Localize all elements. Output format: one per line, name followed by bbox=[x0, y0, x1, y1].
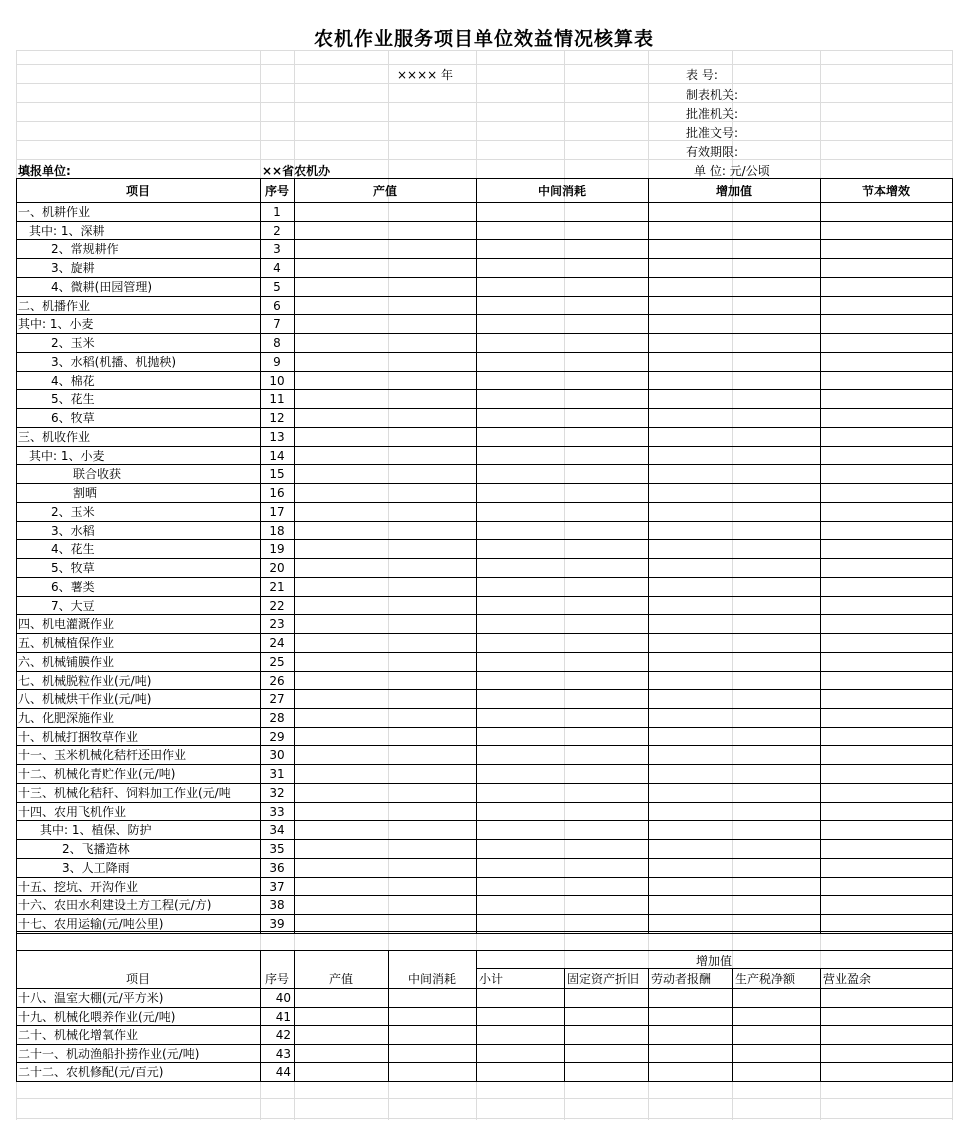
row-number: 28 bbox=[269, 711, 285, 724]
table-border-h bbox=[16, 689, 953, 690]
table-border-h bbox=[16, 239, 953, 240]
table-border-h bbox=[16, 258, 953, 259]
column-header: 小计 bbox=[479, 973, 504, 985]
row-number: 44 bbox=[275, 1066, 291, 1079]
reporter-label: 填报单位: bbox=[18, 164, 71, 178]
row-item-label: 6、薯类 bbox=[51, 580, 95, 593]
row-number: 3 bbox=[273, 243, 281, 256]
table-border-h bbox=[16, 745, 953, 746]
row-number: 41 bbox=[275, 1010, 291, 1023]
row-item-label: 3、旋耕 bbox=[51, 262, 95, 275]
row-number: 43 bbox=[275, 1047, 291, 1060]
row-item-label: 5、花生 bbox=[51, 393, 95, 406]
table-border-h bbox=[16, 314, 953, 315]
row-item-label: 三、机收作业 bbox=[18, 430, 91, 443]
gridline-h bbox=[16, 1098, 952, 1099]
column-header: 增加值 bbox=[715, 185, 752, 197]
row-item-label: 联合收获 bbox=[73, 468, 122, 481]
row-number: 26 bbox=[269, 674, 285, 687]
row-number: 27 bbox=[269, 693, 285, 706]
row-item-label: 十二、机械化青贮作业(元/吨) bbox=[18, 768, 176, 781]
row-number: 35 bbox=[269, 843, 285, 856]
table-border-h bbox=[16, 820, 953, 821]
row-number: 29 bbox=[269, 730, 285, 743]
row-item-label: 八、机械烘干作业(元/吨) bbox=[18, 693, 152, 706]
table-border-h bbox=[16, 221, 953, 222]
table-border-v bbox=[952, 931, 953, 1082]
row-item-label: 十一、玉米机械化秸杆还田作业 bbox=[18, 749, 187, 762]
column-header: 序号 bbox=[264, 973, 289, 985]
row-item-label: 十七、农用运输(元/吨公里) bbox=[18, 918, 164, 931]
row-item-label: 4、花生 bbox=[51, 543, 95, 556]
gridline-h bbox=[16, 159, 952, 160]
table-border-h bbox=[16, 352, 953, 353]
row-item-label: 一、机耕作业 bbox=[18, 206, 91, 218]
row-number: 13 bbox=[269, 430, 285, 443]
table-border-h bbox=[16, 539, 953, 540]
column-header: 固定资产折旧 bbox=[567, 973, 640, 985]
column-header: 产值 bbox=[328, 973, 353, 985]
row-item-label: 七、机械脱粒作业(元/吨) bbox=[18, 674, 152, 687]
column-header: 序号 bbox=[264, 185, 289, 197]
row-number: 31 bbox=[269, 768, 285, 781]
table-border-h bbox=[16, 371, 953, 372]
table-border-h bbox=[16, 596, 953, 597]
row-item-label: 其中: 1、小麦 bbox=[18, 318, 94, 331]
gridline-h bbox=[16, 121, 952, 122]
row-number: 6 bbox=[273, 299, 281, 312]
table-border-v bbox=[388, 950, 389, 1082]
row-number: 14 bbox=[269, 449, 285, 462]
table-border-v bbox=[732, 968, 733, 1082]
row-item-label: 五、机械植保作业 bbox=[18, 637, 115, 650]
table-border-h bbox=[16, 988, 953, 989]
table-border-h bbox=[16, 671, 953, 672]
gridline-h bbox=[16, 102, 952, 103]
row-number: 5 bbox=[273, 280, 281, 293]
table-border-h bbox=[16, 408, 953, 409]
table-border-h bbox=[16, 1025, 953, 1026]
row-item-label: 十五、挖坑、开沟作业 bbox=[18, 880, 139, 893]
table-border-h bbox=[16, 446, 953, 447]
row-number: 33 bbox=[269, 805, 285, 818]
row-item-label: 5、牧草 bbox=[51, 562, 95, 575]
table-border-v bbox=[16, 931, 17, 1082]
row-item-label: 十八、温室大棚(元/平方米) bbox=[18, 992, 164, 1004]
row-number: 15 bbox=[269, 468, 285, 481]
row-number: 8 bbox=[273, 337, 281, 350]
row-item-label: 2、玉米 bbox=[51, 505, 95, 518]
table-border-h bbox=[16, 633, 953, 634]
row-number: 16 bbox=[269, 487, 285, 500]
row-number: 25 bbox=[269, 655, 285, 668]
row-number: 19 bbox=[269, 543, 285, 556]
row-item-label: 九、化肥深施作业 bbox=[18, 711, 115, 724]
column-header: 营业盈余 bbox=[823, 973, 872, 985]
table-border-h bbox=[16, 178, 953, 179]
column-header: 项目 bbox=[125, 973, 150, 985]
table-border-h bbox=[16, 202, 953, 203]
row-item-label: 2、常规耕作 bbox=[51, 243, 119, 256]
table-border-h bbox=[16, 1062, 953, 1063]
approval-no-label: 批准文号: bbox=[686, 126, 739, 140]
made-by-label: 制表机关: bbox=[686, 88, 739, 102]
gridline-h bbox=[16, 64, 952, 65]
row-number: 10 bbox=[269, 374, 285, 387]
row-item-label: 二十、机械化增氧作业 bbox=[18, 1029, 139, 1042]
row-number: 40 bbox=[275, 992, 291, 1004]
table-border-h bbox=[16, 427, 953, 428]
row-item-label: 二十二、农机修配(元/百元) bbox=[18, 1066, 164, 1079]
valid-until-label: 有效期限: bbox=[686, 145, 739, 159]
row-item-label: 2、玉米 bbox=[51, 337, 95, 350]
row-number: 32 bbox=[269, 786, 285, 799]
table-border-h bbox=[16, 333, 953, 334]
table-border-h bbox=[16, 652, 953, 653]
row-item-label: 3、人工降雨 bbox=[62, 861, 130, 874]
row-number: 22 bbox=[269, 599, 285, 612]
row-item-label: 3、水稻 bbox=[51, 524, 95, 537]
row-number: 30 bbox=[269, 749, 285, 762]
row-number: 17 bbox=[269, 505, 285, 518]
row-number: 38 bbox=[269, 899, 285, 912]
table-border-h bbox=[16, 389, 953, 390]
table-border-h bbox=[16, 558, 953, 559]
row-number: 1 bbox=[273, 206, 281, 218]
row-number: 2 bbox=[273, 224, 281, 237]
column-header: 劳动者报酬 bbox=[651, 973, 712, 985]
row-item-label: 四、机电灌溉作业 bbox=[18, 618, 115, 631]
row-item-label: 4、棉花 bbox=[51, 374, 95, 387]
table-border-h bbox=[16, 877, 953, 878]
table-border-h bbox=[16, 1007, 953, 1008]
table-border-v bbox=[648, 968, 649, 1082]
row-number: 37 bbox=[269, 880, 285, 893]
row-item-label: 十九、机械化喂养作业(元/吨) bbox=[18, 1010, 176, 1023]
row-number: 11 bbox=[269, 393, 285, 406]
approved-by-label: 批准机关: bbox=[686, 107, 739, 121]
row-item-label: 其中: 1、植保、防护 bbox=[40, 824, 152, 837]
row-item-label: 2、飞播造林 bbox=[62, 843, 130, 856]
table-border-h bbox=[16, 277, 953, 278]
table-border-h bbox=[16, 858, 953, 859]
row-number: 9 bbox=[273, 355, 281, 368]
row-item-label: 十三、机械化秸秆、饲料加工作业(元/吨 bbox=[18, 786, 231, 799]
table-border-h bbox=[16, 839, 953, 840]
table-border-h bbox=[16, 950, 953, 951]
row-item-label: 二十一、机动渔船扑捞作业(元/吨) bbox=[18, 1047, 200, 1060]
unit-text: 单 位: 元/公顷 bbox=[694, 164, 770, 178]
table-border-h bbox=[16, 521, 953, 522]
row-number: 39 bbox=[269, 918, 285, 931]
row-number: 24 bbox=[269, 637, 285, 650]
table-border-h bbox=[16, 764, 953, 765]
table-border-h bbox=[476, 968, 953, 969]
column-header: 产值 bbox=[372, 185, 397, 197]
column-header: 中间消耗 bbox=[537, 185, 586, 197]
row-item-label: 6、牧草 bbox=[51, 412, 95, 425]
row-number: 12 bbox=[269, 412, 285, 425]
row-item-label: 3、水稻(机播、机抛秧) bbox=[51, 355, 176, 368]
row-number: 42 bbox=[275, 1029, 291, 1042]
table-border-h bbox=[16, 577, 953, 578]
row-number: 4 bbox=[273, 262, 281, 275]
table-border-h bbox=[16, 802, 953, 803]
table-border-h bbox=[16, 931, 953, 932]
gridline-h bbox=[16, 1118, 952, 1119]
column-header: 项目 bbox=[125, 185, 150, 197]
row-item-label: 7、大豆 bbox=[51, 599, 95, 612]
table-border-h bbox=[16, 708, 953, 709]
table-border-v bbox=[564, 968, 565, 1082]
row-number: 36 bbox=[269, 861, 285, 874]
row-number: 20 bbox=[269, 562, 285, 575]
table-border-h bbox=[16, 296, 953, 297]
table-border-h bbox=[16, 783, 953, 784]
row-item-label: 4、微耕(田园管理) bbox=[51, 280, 152, 293]
row-number: 21 bbox=[269, 580, 285, 593]
table-border-v bbox=[260, 950, 261, 1082]
column-header: 生产税净额 bbox=[735, 973, 796, 985]
gridline-h bbox=[16, 83, 952, 84]
row-item-label: 其中: 1、深耕 bbox=[29, 224, 105, 237]
row-item-label: 十六、农田水利建设土方工程(元/方) bbox=[18, 899, 212, 912]
row-number: 23 bbox=[269, 618, 285, 631]
table-border-h bbox=[16, 1081, 953, 1082]
row-item-label: 十、机械打捆牧草作业 bbox=[18, 730, 139, 743]
sheet-title: 农机作业服务项目单位效益情况核算表 bbox=[313, 28, 654, 50]
table-border-v bbox=[476, 950, 477, 1082]
column-header: 节本增效 bbox=[861, 185, 910, 197]
table-border-v bbox=[294, 950, 295, 1082]
form-no-label: 表 号: bbox=[686, 68, 718, 82]
row-item-label: 六、机械铺膜作业 bbox=[18, 655, 115, 668]
row-item-label: 割晒 bbox=[73, 487, 98, 500]
row-item-label: 其中: 1、小麦 bbox=[29, 449, 105, 462]
table-border-h bbox=[16, 727, 953, 728]
table-border-h bbox=[16, 1044, 953, 1045]
row-number: 34 bbox=[269, 824, 285, 837]
gridline-h bbox=[16, 140, 952, 141]
column-header: 中间消耗 bbox=[407, 973, 456, 985]
table-border-h bbox=[16, 933, 953, 934]
table-border-h bbox=[16, 483, 953, 484]
table-border-h bbox=[16, 502, 953, 503]
group-header: 增加值 bbox=[695, 955, 732, 967]
table-border-h bbox=[16, 895, 953, 896]
year-text: ×××× 年 bbox=[397, 68, 454, 82]
table-border-v bbox=[820, 968, 821, 1082]
table-border-h bbox=[16, 614, 953, 615]
row-number: 7 bbox=[273, 318, 281, 331]
table-border-h bbox=[16, 464, 953, 465]
table-border-h bbox=[16, 914, 953, 915]
reporter-value: ××省农机办 bbox=[262, 164, 331, 178]
row-number: 18 bbox=[269, 524, 285, 537]
row-item-label: 十四、农用飞机作业 bbox=[18, 805, 127, 818]
row-item-label: 二、机播作业 bbox=[18, 299, 91, 312]
